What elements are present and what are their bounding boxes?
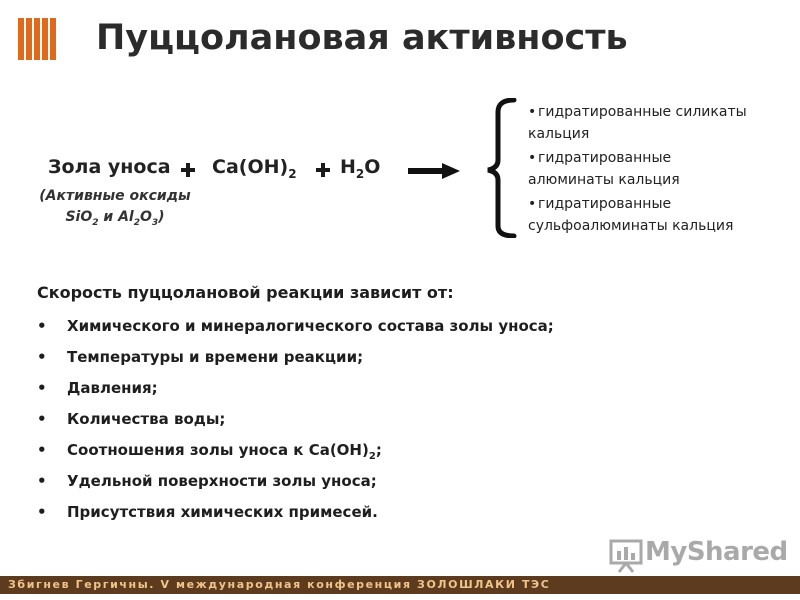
reaction-arrow-icon [408,163,460,179]
active-oxides-note [30,186,200,234]
plus-icon [181,163,195,177]
page-title: Пуццолановая активность [96,18,628,58]
footer-text: Збигнев Гергичны. V международная конференция ЗОЛОШЛАКИ ТЭС [8,578,551,591]
orange-stripes-logo-icon [18,18,56,60]
speed-heading: Скорость пуццолановой реакции зависит от: [37,283,454,302]
plus-icon [316,163,330,177]
curly-bracket-icon [484,98,518,238]
product-item: • гидратированные силикаты кальция [528,104,747,142]
watermark-logo: MyShared [645,537,788,567]
oxides-line1: (Активные оксиды [39,188,191,204]
product-item: • гидратированные сульфоалюминаты кальция [528,196,734,234]
equation-term-calcium-hydroxide: $Ca(OH)_2$ [212,156,297,181]
product-item: • гидратированные алюминаты кальция [528,150,680,188]
footer-bar [0,576,800,594]
reaction-products-list [528,101,798,239]
equation-term-water: $H_2O$ [340,156,381,181]
presentation-board-icon [607,537,647,573]
equation-term-fly-ash: Зола уноса [48,156,171,178]
oxides-line2: SiO$_2$ и $Al_2O_3$) [65,209,165,228]
